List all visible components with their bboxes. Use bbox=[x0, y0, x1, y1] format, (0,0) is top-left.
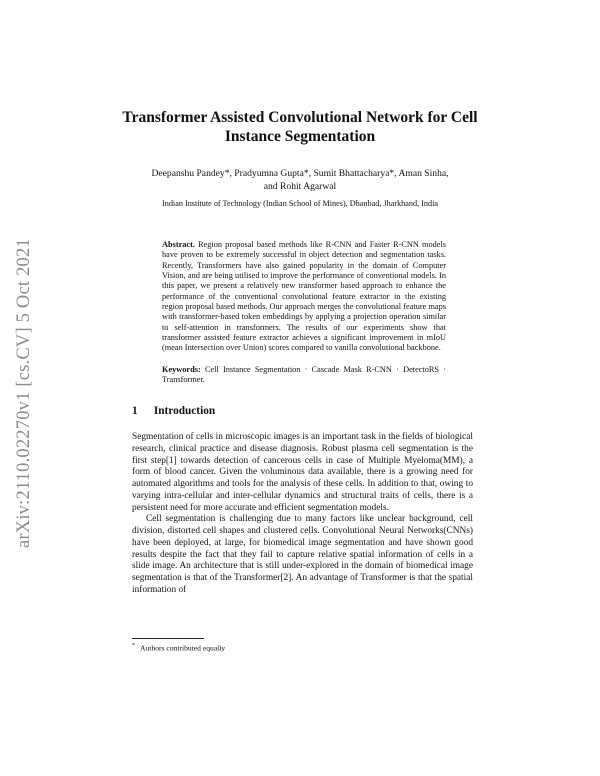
footnote-rule bbox=[132, 638, 204, 639]
author-list bbox=[118, 168, 482, 193]
footnote-text: Authors contributed equally bbox=[140, 643, 226, 653]
abstract-text: Region proposal based methods like R-CNN and Faster R-CNN models have proven to be extremely successful in object detection and segmentation tasks. Recently, Transformers have also gained popularity in the domain of Computer Vision, and are being utilised to improve the performance of conventional models. In this paper, we present a relatively new transformer based approach to enhance the performance of the conventional convolutional feature extractor in the existing region proposal based methods. Our approach merges the convolutional feature maps with transformer-based token embeddings by applying a projection operation similar to self-attention in transformers. The results of our experiments show that transformer assisted feature extractor achieves a significant improvement in mIoU (mean Intersection over Union) scores compared to vanilla convolutional backbone. bbox=[162, 240, 446, 353]
paragraph: Segmentation of cells in microscopic images is an important task in the fields of biological research, clinical practice and disease diagnosis. Robust plasma cell segmentation is the first step[1] towards detection of cancerous cells in case of Multiple Myeloma(MM), a form of blood cancer. Given the voluminous data available, there is a growing need for automated algorithms and tools for the analysis of these cells. In addition to that, owing to varying intra-cellular and inter-cellular dynamics and structural traits of cells, there is a persistent need for more accurate and efficient segmentation models. bbox=[132, 432, 473, 513]
affiliation: Indian Institute of Technology (Indian School of Mines), Dhanbad, Jharkhand, India bbox=[162, 199, 438, 208]
author-line-1: Deepanshu Pandey*, Pradyumna Gupta*, Sumit Bhattacharya*, Aman Sinha, bbox=[151, 168, 449, 179]
keywords bbox=[162, 365, 446, 386]
footnote-mark: * bbox=[132, 643, 135, 649]
body-text bbox=[132, 432, 473, 597]
keywords-label: Keywords: bbox=[162, 365, 201, 374]
abstract bbox=[162, 240, 446, 354]
footnote bbox=[132, 643, 225, 653]
section-heading bbox=[132, 405, 215, 417]
author-line-2: and Rohit Agarwal bbox=[263, 180, 337, 192]
abstract-label: Abstract. bbox=[162, 240, 195, 249]
section-title: Introduction bbox=[153, 405, 216, 417]
keywords-text: Cell Instance Segmentation · Cascade Mask R-CNN · DetectoRS · Transformer. bbox=[162, 365, 447, 385]
paragraph: Cell segmentation is challenging due to many factors like unclear background, cell division, distorted cell shapes and clustered cells. Convolutional Neural Networks(CNNs) have been deployed, at large, for biomedical image segmentation and have shown good results despite the fact that they fail to capture relative spatial information of cells in a slide image. An architecture that is still under-explored in the domain of biomedical image segmentation is that of the Transformer[2]. An advantage of Transformer is that the spatial information of bbox=[132, 514, 473, 595]
section-number: 1 bbox=[132, 405, 138, 417]
arxiv-stamp: arXiv:2110.02270v1 [cs.CV] 5 Oct 2021 bbox=[14, 238, 34, 548]
paper-title: Transformer Assisted Convolutional Network for Cell Instance Segmentation bbox=[122, 109, 478, 145]
